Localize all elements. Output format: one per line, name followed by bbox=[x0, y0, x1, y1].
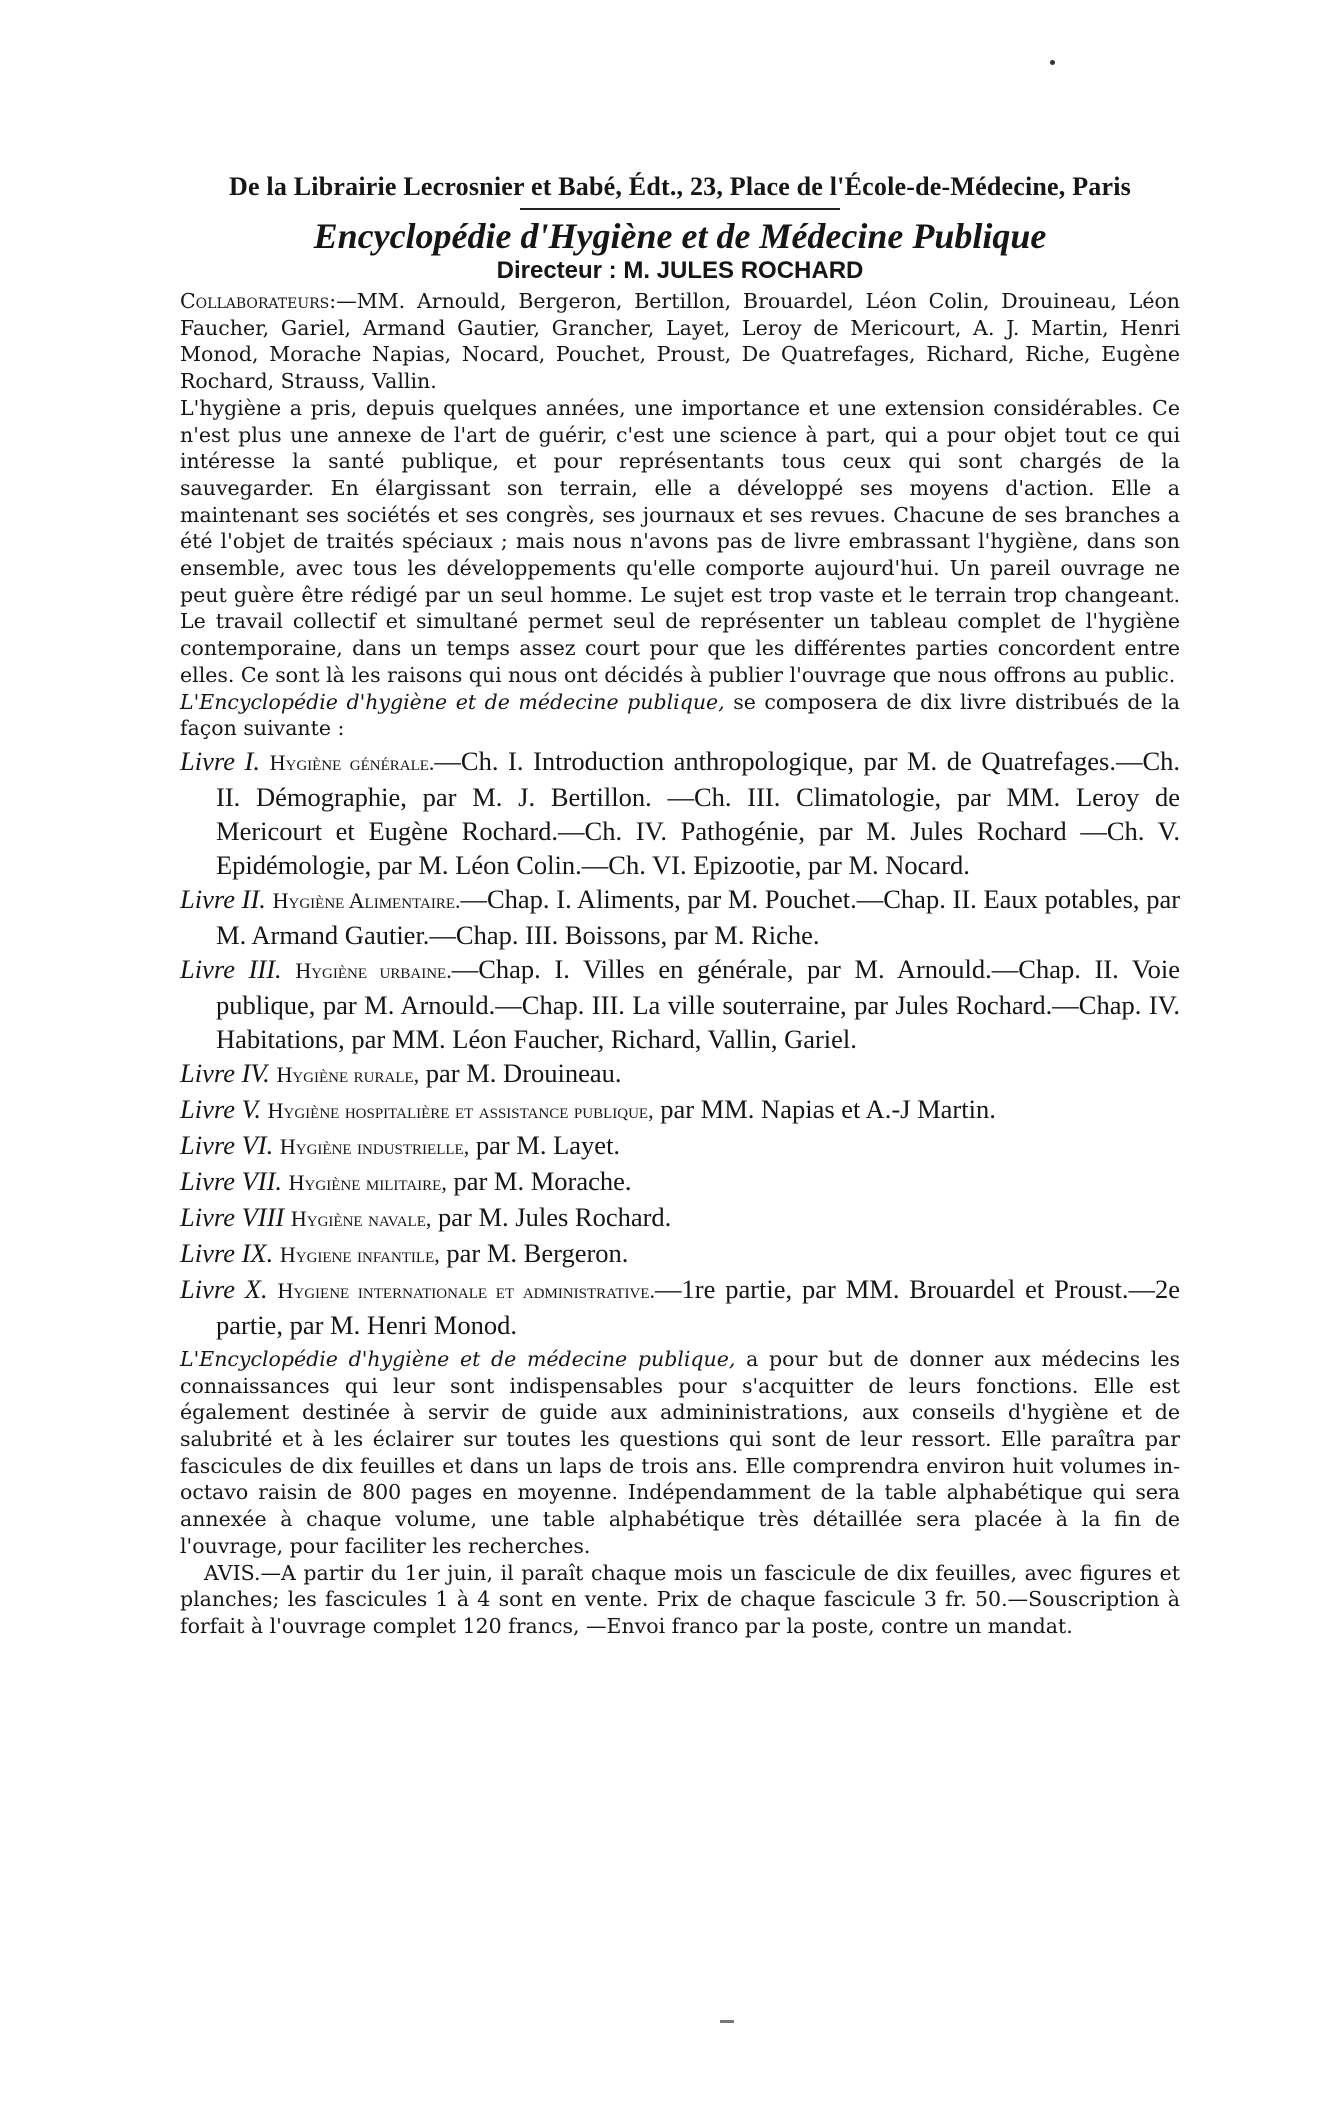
book-content: par M. Drouineau. bbox=[419, 1057, 622, 1088]
book-label: Livre II. bbox=[180, 883, 266, 914]
book-subject: Hygiène militaire, bbox=[288, 1169, 447, 1195]
book-subject: Hygiene infantile, bbox=[279, 1241, 440, 1267]
book-content: —Chap. I. Villes en générale, par M. Arnould.—Chap. II. Voie publique, par M. Arnould.—Chap. III. La ville souterraine, par Jules Rochard.—Chap. IV. Habitations, par MM. Léon Faucher, Richard, Vallin, Gariel. bbox=[216, 953, 1180, 1054]
book-subject: Hygiène hospitalière et assistance publique, bbox=[267, 1097, 654, 1123]
list-item bbox=[180, 882, 1180, 952]
book-label: Livre V. bbox=[180, 1093, 261, 1124]
book-subject: Hygiene internationale et administrative. bbox=[277, 1277, 656, 1303]
page-content bbox=[180, 168, 1180, 1640]
book-content: —Ch. I. Introduction anthropologique, par M. de Quatrefages.—Ch. II. Démographie, par M. J. Bertillon. —Ch. III. Climatologie, par MM. Leroy de Mericourt et Eugène Rochard.—Ch. IV. Pathogénie, par M. Jules Rochard —Ch. V. Epidémologie, par M. Léon Colin.—Ch. VI. Epizootie, par M. Nocard. bbox=[216, 745, 1181, 880]
purpose-text: a pour but de donner aux médecins les connaissances qui leur sont indispensables pour s'acquitter de leurs fonctions. Elle est également destinée à servir de guide aux admininistrations, aux conseils d'hygiène et de salubrité et à les éclairer sur toutes les questions qui sont de leur ressort. Elle paraîtra par fascicules de dix feuilles et dans un laps de trois ans. Elle comprendra environ huit volumes in-octavo raisin de 800 pages en moyenne. Indépendamment de la table alphabétique qui sera annexée à chaque volume, une table alphabétique très détaillée sera placée à la fin de l'ouvrage, pour faciliter les recherches. bbox=[180, 1346, 1180, 1558]
notice-text: —A partir du 1er juin, il paraît chaque mois un fascicule de dix feuilles, avec figures et planches; les fascicules 1 à 4 sont en vente. Prix de chaque fascicule 3 fr. 50.—Souscription à forfait à l'ouvrage complet 120 francs, —Envoi franco par la poste, contre un mandat. bbox=[180, 1560, 1180, 1638]
list-item bbox=[180, 1056, 1180, 1092]
book-label: Livre IV. bbox=[180, 1057, 270, 1088]
director-line: Directeur : M. JULES ROCHARD bbox=[496, 257, 864, 284]
list-item bbox=[180, 744, 1180, 882]
book-content: par MM. Napias et A.-J Martin. bbox=[653, 1093, 996, 1124]
collaborators-names: —MM. Arnould, Bergeron, Bertillon, Brouardel, Léon Colin, Drouineau, Léon Faucher, Gariel, Armand Gautier, Grancher, Layet, Leroy de Mericourt, A. J. Martin, Henri Monod, Morache Napias, Nocard, Pouchet, Proust, De Quatrefages, Richard, Riche, Eugène Rochard, Strauss, Vallin. bbox=[180, 289, 1180, 394]
list-item bbox=[180, 1092, 1180, 1128]
book-label: Livre VIII bbox=[180, 1201, 285, 1232]
page-title: Encyclopédie d'Hygiène et de Médecine Publique bbox=[313, 216, 1047, 256]
encyclopedia-title-ref: L'Encyclopédie d'hygiène et de médecine publique, bbox=[180, 689, 725, 714]
books-list bbox=[180, 744, 1180, 1342]
book-content: —Chap. I. Aliments, par M. Pouchet.—Chap. II. Eaux potables, par M. Armand Gautier.—Chap. III. Boissons, par M. Riche. bbox=[216, 883, 1181, 950]
print-mark bbox=[720, 2020, 734, 2023]
list-item bbox=[180, 1200, 1180, 1236]
book-content: par M. Jules Rochard. bbox=[431, 1201, 672, 1232]
print-speck bbox=[1050, 60, 1055, 65]
book-content: par M. Bergeron. bbox=[439, 1237, 629, 1268]
list-item bbox=[180, 1128, 1180, 1164]
book-label: Livre IX. bbox=[180, 1237, 274, 1268]
list-item bbox=[180, 952, 1180, 1056]
notice-label: AVIS. bbox=[204, 1560, 261, 1585]
publisher-line: De la Librairie Lecrosnier et Babé, Édt., 23, Place de l'École-de-Médecine, Paris bbox=[229, 172, 1131, 201]
book-subject: Hygiène rurale, bbox=[276, 1061, 420, 1087]
encyclopedia-title-ref: L'Encyclopédie d'hygiène et de médecine publique, bbox=[180, 1346, 736, 1371]
collaborators-label: Collaborateurs: bbox=[180, 289, 337, 313]
notice-paragraph bbox=[180, 1560, 1180, 1640]
header-rule bbox=[520, 208, 840, 210]
list-item bbox=[180, 1236, 1180, 1272]
intro-paragraph: L'hygiène a pris, depuis quelques années, une importance et une extension considérables. Ce n'est plus une annexe de l'art de guérir, c'est une science à part, qui a pour objet tout ce qui intéresse la santé publique, et pour représentants tous ceux qui sont chargés de la sauvegarder. En élargissant son terrain, elle a développé ses moyens d'action. Elle a maintenant ses sociétés et ses congrès, ses journaux et ses revues. Chacune de ses branches a été l'objet de traités spéciaux ; mais nous n'avons pas de livre embrassant l'hygiène, dans son ensemble, avec tous les développements qu'elle comporte aujourd'hui. Un pareil ouvrage ne peut guère être rédigé par un seul homme. Le sujet est trop vaste et le terrain trop changeant. Le travail collectif et simultané permet seul de représenter un tableau complet de l'hygiène contemporaine, dans un temps assez court pour que les différentes parties concordent entre elles. Ce sont là les raisons qui nous ont décidés à publier l'ouvrage que nous offrons au public. bbox=[180, 395, 1180, 687]
book-content: —1re partie, par MM. Brouardel et Proust.—2e partie, par M. Henri Monod. bbox=[216, 1273, 1180, 1340]
book-subject: Hygiène navale, bbox=[290, 1205, 432, 1231]
book-subject: Hygiène Alimentaire. bbox=[272, 887, 461, 913]
book-label: Livre VII. bbox=[180, 1165, 283, 1196]
collaborators-paragraph bbox=[180, 288, 1180, 395]
plan-paragraph bbox=[180, 689, 1180, 742]
purpose-paragraph bbox=[180, 1346, 1180, 1560]
book-label: Livre III. bbox=[180, 953, 282, 984]
book-subject: Hygiène générale. bbox=[269, 749, 435, 775]
book-subject: Hygiène urbaine. bbox=[295, 957, 452, 983]
book-content: par M. Morache. bbox=[446, 1165, 632, 1196]
book-label: Livre VI. bbox=[180, 1129, 274, 1160]
book-content: par M. Layet. bbox=[469, 1129, 621, 1160]
list-item bbox=[180, 1272, 1180, 1342]
plan-text: se composera de dix livre distribués de la façon suivante : bbox=[180, 689, 1180, 741]
book-label: Livre I. bbox=[180, 745, 260, 776]
book-label: Livre X. bbox=[180, 1273, 268, 1304]
book-subject: Hygiène industrielle, bbox=[279, 1133, 470, 1159]
list-item bbox=[180, 1164, 1180, 1200]
